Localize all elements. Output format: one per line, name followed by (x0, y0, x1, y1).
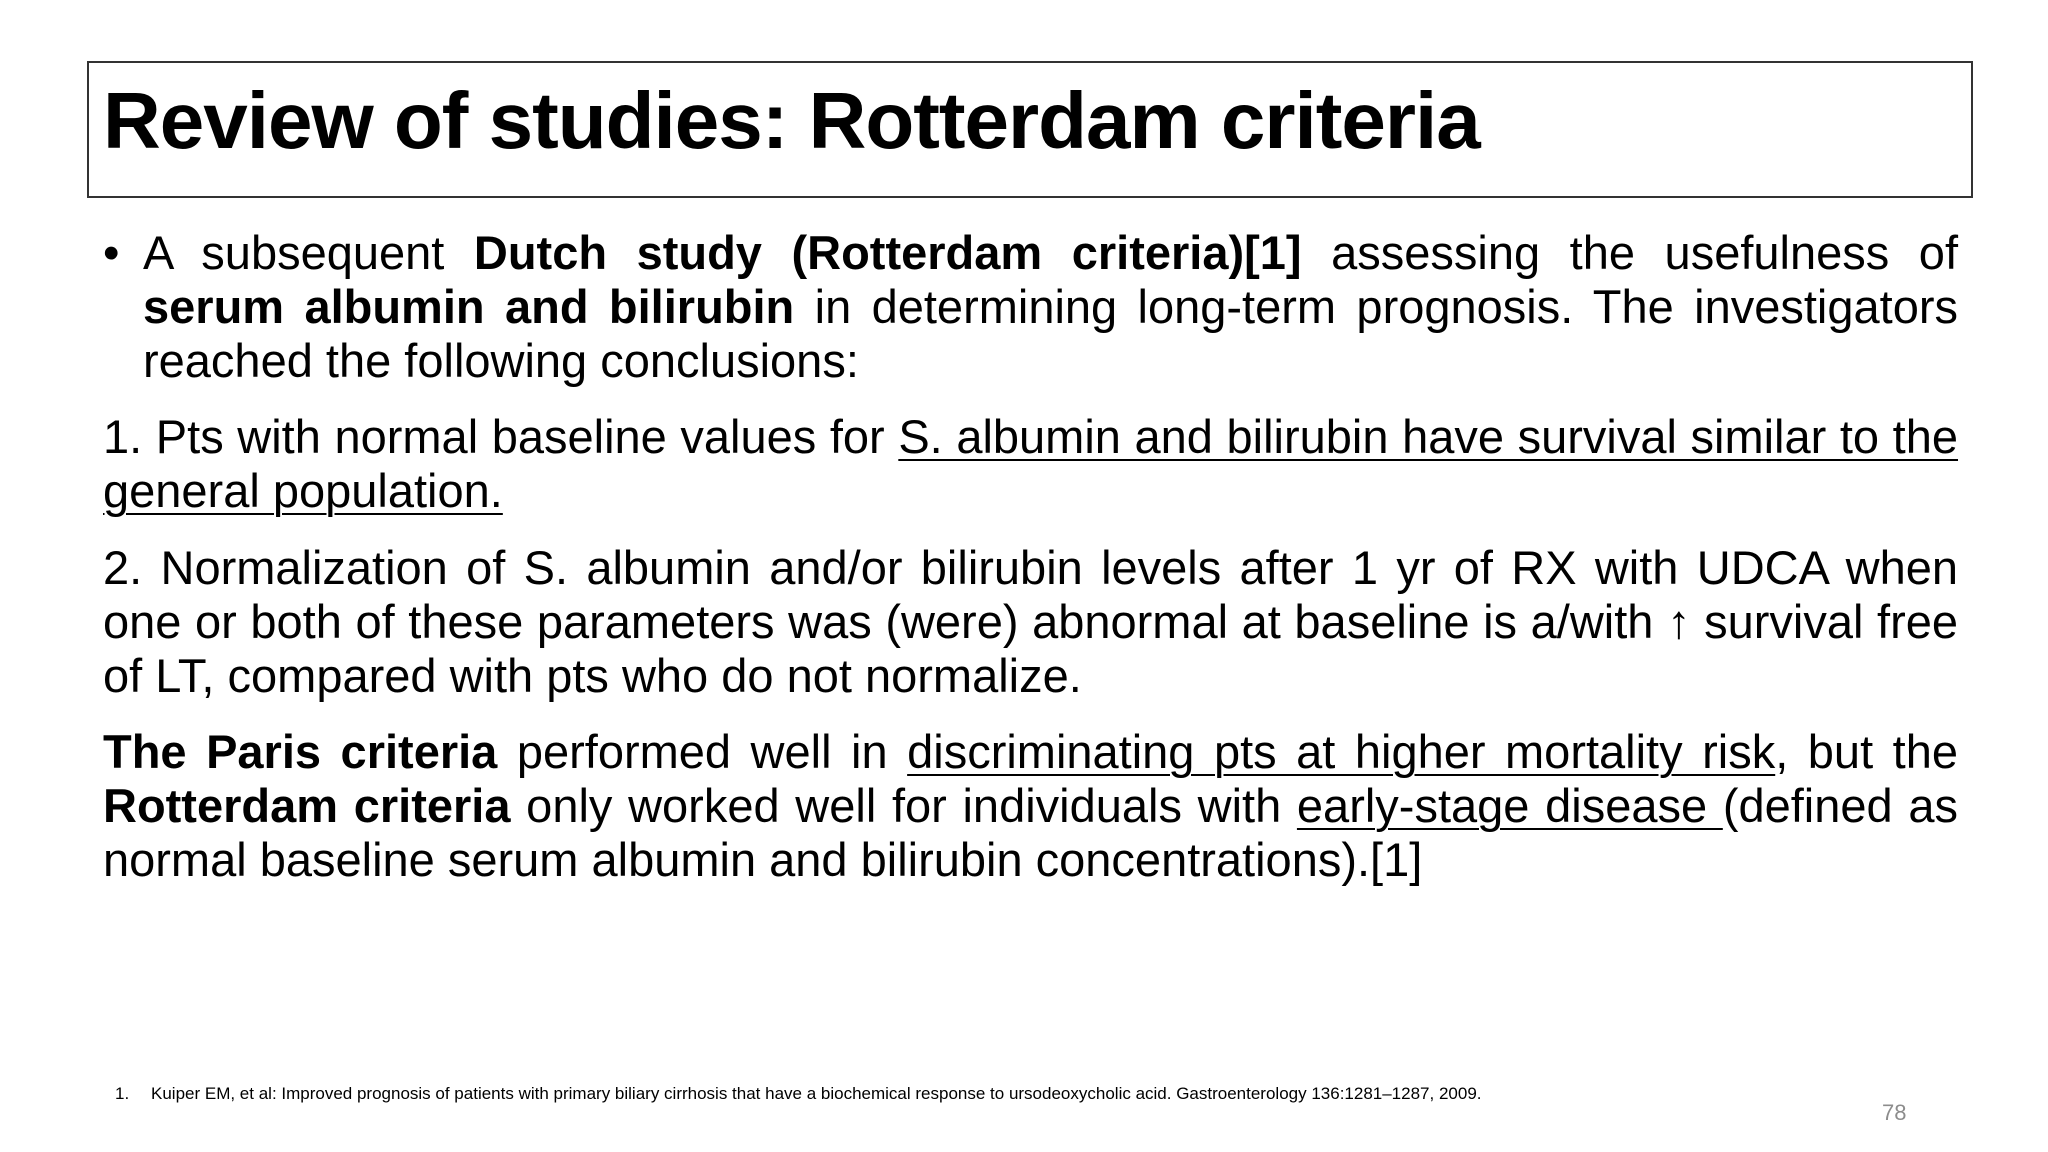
footnote (115, 1084, 1482, 1104)
conclusion-2-text: 2. Normalization of S. albumin and/or bilirubin levels after 1 yr of RX with UDCA when one or both of these parameters was (were) abnormal at baseline is a/with ↑ survival free of LT, compared with pts who do not normalize. (103, 541, 1958, 702)
summary-text-1: performed well in (497, 725, 908, 778)
summary-text-2: , but the (1775, 725, 1958, 778)
summary-underlined-2: early-stage disease (1296, 779, 1723, 832)
conclusion-1-text: 1. Pts with normal baseline values for (103, 410, 899, 463)
bullet-paragraph (103, 226, 1958, 388)
footnote-text: Kuiper EM, et al: Improved prognosis of patients with primary biliary cirrhosis that have a biochemical response to ursodeoxycholic acid. Gastroenterology 136:1281–1287, 2009. (151, 1084, 1482, 1103)
summary-underlined-1: discriminating pts at higher mortality risk (907, 725, 1776, 778)
footnote-number: 1. (115, 1084, 130, 1103)
bullet-bold-1: Dutch study (Rotterdam criteria)[1] (473, 226, 1302, 279)
page-number: 78 (1882, 1100, 1907, 1125)
summary-text-4: (defined as normal baseline serum albumin and bilirubin concentrations).[1] (103, 779, 1958, 886)
summary-text-3: only worked well for individuals with (510, 779, 1297, 832)
summary-bold-2: Rotterdam criteria (103, 779, 511, 832)
bullet-text-3: in determining long-term prognosis. The investigators reached the following conclusions: (143, 280, 1958, 387)
slide-title: Review of studies: Rotterdam criteria (103, 76, 1480, 165)
bullet-text-2: assessing the usefulness of (1301, 226, 1958, 279)
conclusion-2 (103, 541, 1958, 703)
summary-paragraph (103, 725, 1958, 887)
conclusion-1-underlined: S. albumin and bilirubin have survival similar to the general population. (103, 410, 1959, 517)
bullet-bold-2: serum albumin and bilirubin (143, 280, 795, 333)
bullet-marker: • (103, 226, 120, 279)
conclusion-1 (103, 410, 1958, 518)
summary-bold-1: The Paris criteria (103, 725, 498, 778)
bullet-text-1: A subsequent (143, 226, 474, 279)
title-box (87, 61, 1973, 198)
